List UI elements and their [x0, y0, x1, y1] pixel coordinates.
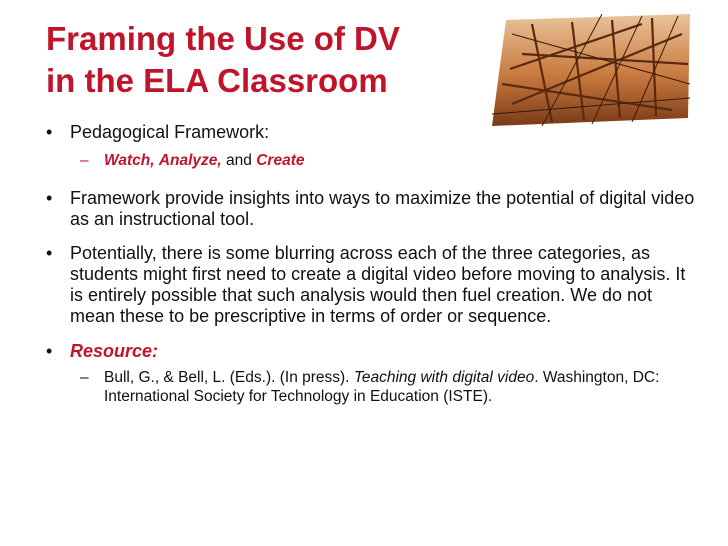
step-analyze: Analyze,	[158, 152, 222, 169]
bullet-dot: •	[46, 341, 53, 361]
photo-graphic	[492, 14, 690, 126]
bullet-resource	[46, 341, 696, 362]
bullet-text: Pedagogical Framework:	[70, 122, 270, 142]
step-create: Create	[256, 152, 305, 169]
sub-bullet-dash: –	[80, 152, 89, 169]
citation-book-title: Teaching with digital video	[353, 369, 535, 386]
step-watch: Watch,	[104, 152, 155, 169]
title-line-1: Framing the Use of DV	[46, 20, 400, 57]
bullet-blurring-categories	[46, 243, 696, 327]
sub-bullet-framework-steps	[46, 151, 696, 170]
step-and: and	[226, 152, 252, 169]
bullet-dot: •	[46, 243, 53, 263]
slide-body	[46, 122, 696, 406]
bullet-text: Potentially, there is some blurring across each of the three categories, as students might first need to create a digital video before moving to analysis. It is entirely possible that such analysis would then fuel creation. We do not mean these to be prescriptive in terms of order or sequence.	[70, 243, 686, 326]
sub-bullet-dash: –	[80, 369, 89, 386]
bullet-framework-insights	[46, 188, 696, 230]
bullet-dot: •	[46, 122, 53, 142]
bullet-dot: •	[46, 188, 53, 208]
citation-publisher: . Washington, DC: International Society for Technology in Education (ISTE).	[104, 369, 660, 405]
slide-title	[46, 18, 476, 102]
bullet-pedagogical-framework	[46, 122, 696, 143]
title-line-2: in the ELA Classroom	[46, 62, 388, 99]
bullet-text: Framework provide insights into ways to maximize the potential of digital video as an instructional tool.	[70, 188, 695, 229]
resource-label: Resource:	[70, 341, 159, 361]
sub-bullet-citation	[46, 368, 696, 406]
construction-frame-photo	[492, 14, 690, 126]
citation-authors: Bull, G., & Bell, L. (Eds.). (In press).	[104, 369, 350, 386]
